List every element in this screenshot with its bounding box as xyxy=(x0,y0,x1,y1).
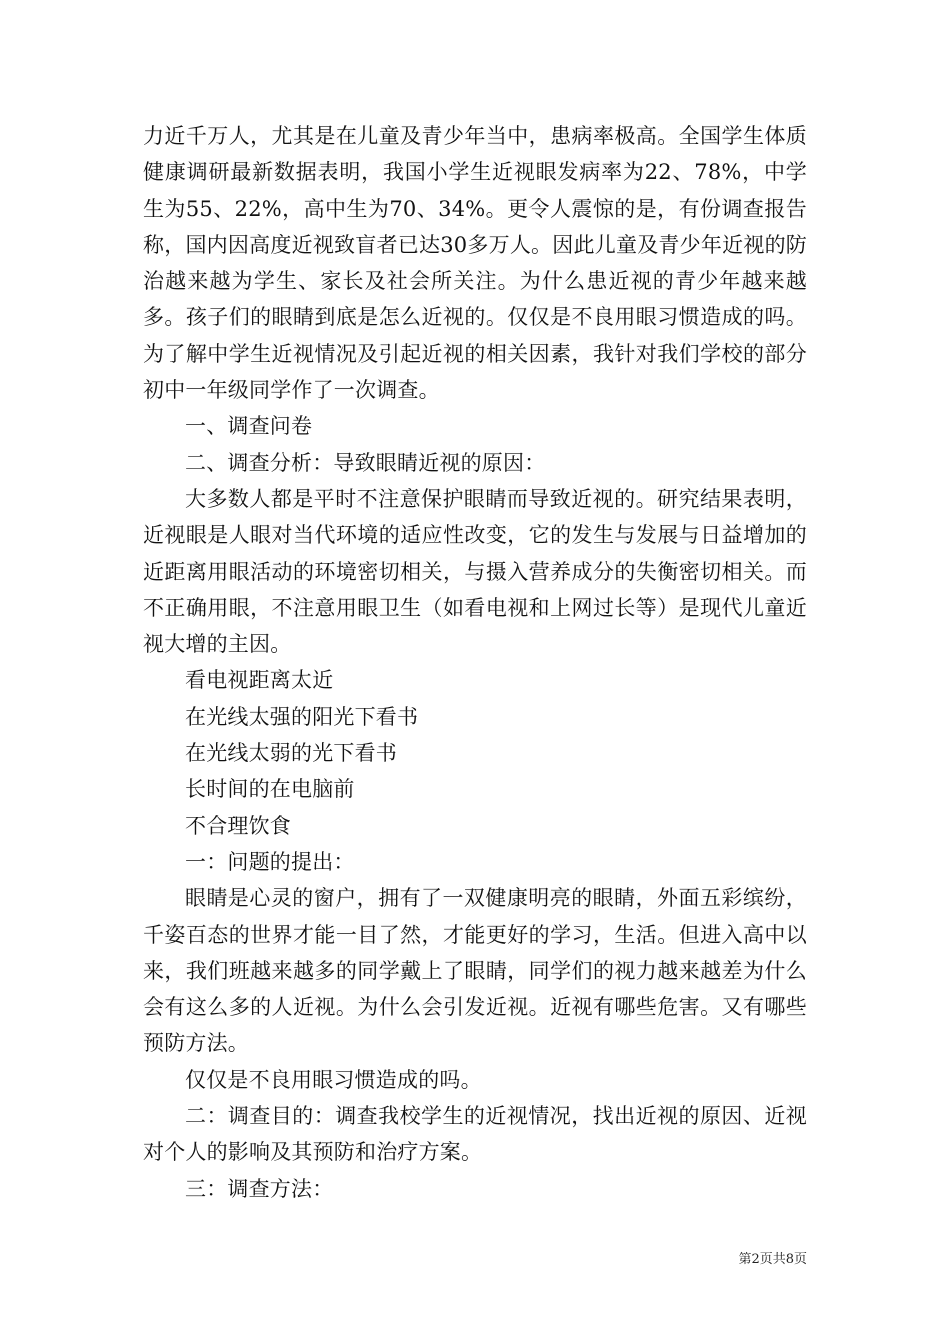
heading-survey-analysis: 二、调查分析：导致眼睛近视的原因： xyxy=(185,450,546,475)
page-number: 第2页共8页 xyxy=(738,1252,807,1267)
heading-method: 三：调查方法： xyxy=(185,1176,334,1201)
cause-item: 看电视距离太近 xyxy=(185,668,334,693)
paragraph-problem: 眼睛是心灵的窗户，拥有了一双健康明亮的眼睛，外面五彩缤纷，千姿百态的世界才能一目了然，才能更好的学习，生活。但进入高中以来，我们班越来越多的同学戴上了眼睛，同学们的视力越来越差为什么会有这么多的人近视。为什么会引发近视。近视有哪些危害。又有哪些预防方法。 xyxy=(143,886,807,1056)
cause-item: 不合理饮食 xyxy=(185,813,291,838)
cause-item: 在光线太强的阳光下看书 xyxy=(185,704,419,729)
cause-item: 长时间的在电脑前 xyxy=(185,777,355,802)
heading-problem: 一：问题的提出： xyxy=(185,849,355,874)
cause-item: 在光线太弱的光下看书 xyxy=(185,741,397,766)
document-body xyxy=(143,118,807,1207)
paragraph-analysis: 大多数人都是平时不注意保护眼睛而导致近视的。研究结果表明，近视眼是人眼对当代环境的适应性改变，它的发生与发展与日益增加的近距离用眼活动的环境密切相关，与摄入营养成分的失衡密切相关。而不正确用眼，不注意用眼卫生（如看电视和上网过长等）是现代儿童近视大增的主因。 xyxy=(143,486,807,657)
paragraph-question: 仅仅是不良用眼习惯造成的吗。 xyxy=(185,1067,482,1092)
paragraph-purpose: 二：调查目的：调查我校学生的近视情况，找出近视的原因、近视对个人的影响及其预防和治疗方案。 xyxy=(143,1104,807,1165)
heading-survey-questionnaire: 一、调查问卷 xyxy=(185,414,313,439)
paragraph-intro: 力近千万人，尤其是在儿童及青少年当中，患病率极高。全国学生体质健康调研最新数据表明，我国小学生近视眼发病率为22、78%，中学生为55、22%，高中生为70、34%。更令人震惊的是，有份调查报告称，国内因高度近视致盲者已达30多万人。因此儿童及青少年近视的防治越来越为学生、家长及社会所关注。为什么患近视的青少年越来越多。孩子们的眼睛到底是怎么近视的。仅仅是不良用眼习惯造成的吗。为了解中学生近视情况及引起近视的相关因素，我针对我们学校的部分初中一年级同学作了一次调查。 xyxy=(143,124,807,403)
